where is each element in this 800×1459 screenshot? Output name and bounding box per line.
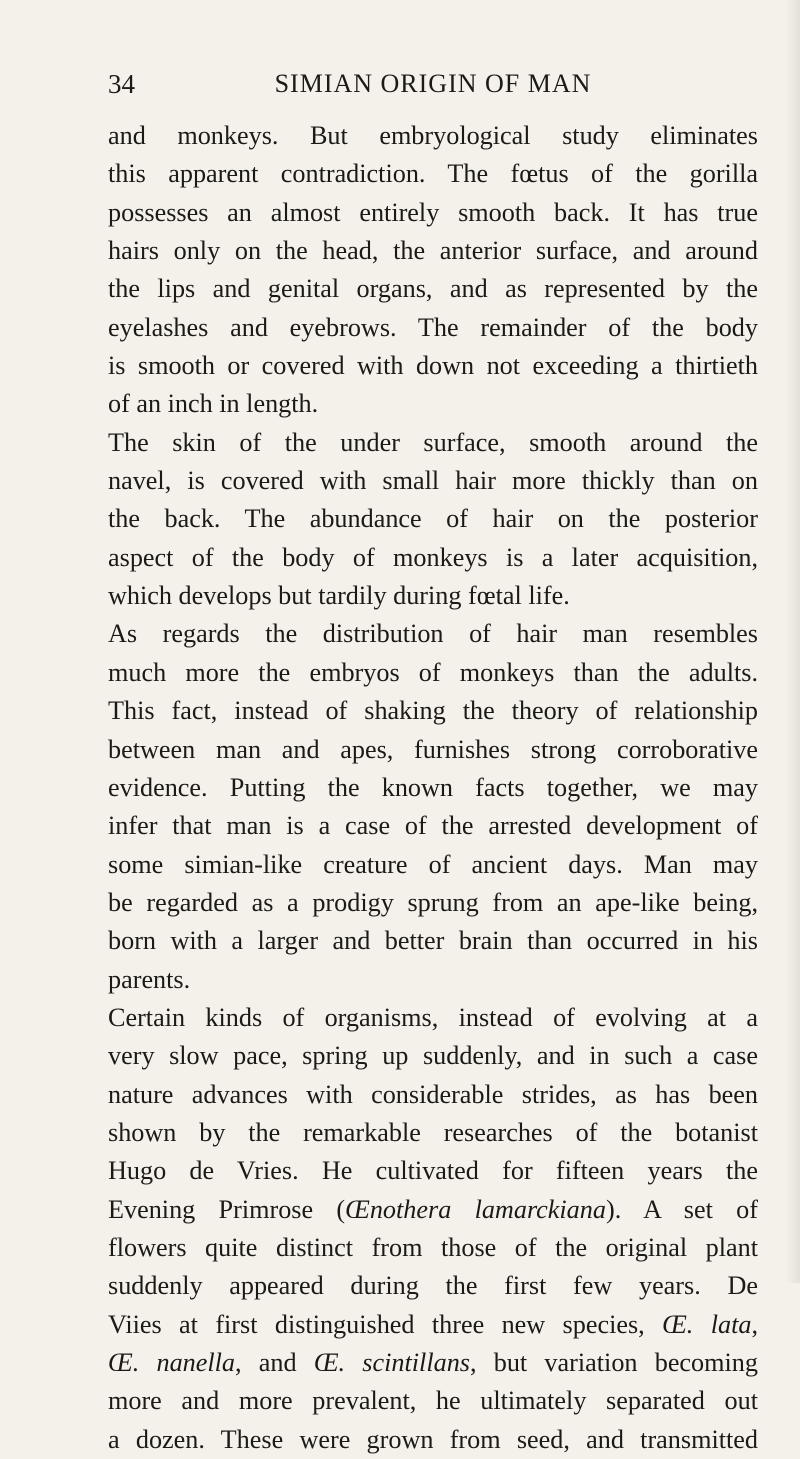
text-line: which develops but tardily during fœtal life. xyxy=(108,581,570,611)
text-line: a dozen. These were grown from seed, and transmitted xyxy=(108,1424,758,1454)
italic-taxon: Œnothera lamarckiana xyxy=(345,1194,606,1224)
text-line: be regarded as a prodigy sprung from an ape-like being, xyxy=(108,887,758,917)
italic-taxon: Œ. nanella xyxy=(108,1348,236,1377)
text-line: born with a larger and better brain than occurred in his xyxy=(108,926,758,956)
body-text xyxy=(108,117,758,1459)
text-line: some simian-like creature of ancient days. Man may xyxy=(108,849,758,879)
text-line: evidence. Putting the known facts together, we may xyxy=(108,772,758,802)
text-line: suddenly appeared during the first few years. De xyxy=(108,1271,758,1301)
text-line: aspect of the body of monkeys is a later acquisition, xyxy=(108,542,758,572)
text-line: navel, is covered with small hair more thickly than on xyxy=(108,466,758,496)
text-line: this apparent contradiction. The fœtus of the gorilla xyxy=(108,159,758,189)
text-line: Œ. nanella, and Œ. scintillans, but variation becoming xyxy=(108,1348,758,1377)
text-line: Evening Primrose (Œnothera lamarckiana). A set of xyxy=(108,1194,758,1224)
text-line: is smooth or covered with down not exceeding a thirtieth xyxy=(108,351,758,381)
text-line: Viies at first distinguished three new species, Œ. lata, xyxy=(108,1309,758,1339)
text-line: possesses an almost entirely smooth back. It has true xyxy=(108,197,758,227)
text-line: the back. The abundance of hair on the posterior xyxy=(108,504,758,534)
text-line: more and more prevalent, he ultimately separated out xyxy=(108,1386,758,1416)
text-line: Certain kinds of organisms, instead of evolving at a xyxy=(108,1002,758,1032)
text-line: As regards the distribution of hair man resembles xyxy=(108,619,758,649)
text-line: eyelashes and eyebrows. The remainder of the body xyxy=(108,312,758,342)
page-edge-shadow xyxy=(786,0,800,1283)
italic-taxon: Œ. lata xyxy=(662,1309,752,1339)
text-line: nature advances with considerable strides, as has been xyxy=(108,1079,758,1109)
text-line: much more the embryos of monkeys than the adults. xyxy=(108,657,758,687)
text-line: The skin of the under surface, smooth around the xyxy=(108,427,758,457)
text-line: shown by the remarkable researches of the botanist xyxy=(108,1117,758,1147)
text-line: Hugo de Vries. He cultivated for fifteen years the xyxy=(108,1156,758,1186)
text-line: parents. xyxy=(108,964,191,994)
text-line: very slow pace, spring up suddenly, and in such a case xyxy=(108,1041,758,1071)
page-number: 34 xyxy=(108,69,135,99)
text-line: This fact, instead of shaking the theory of relationship xyxy=(108,696,758,726)
page-header xyxy=(108,64,758,104)
text-line: the lips and genital organs, and as represented by the xyxy=(108,274,758,304)
running-head: SIMIAN ORIGIN OF MAN xyxy=(274,69,592,98)
text-line: and monkeys. But embryological study eliminates xyxy=(108,121,758,150)
text-line: infer that man is a case of the arrested development of xyxy=(108,811,758,841)
text-line: between man and apes, furnishes strong corroborative xyxy=(108,734,758,764)
text-line: flowers quite distinct from those of the original plant xyxy=(108,1232,758,1262)
text-line: hairs only on the head, the anterior surface, and around xyxy=(108,236,758,266)
text-line: of an inch in length. xyxy=(108,389,319,419)
italic-taxon: Œ. scintillans xyxy=(313,1348,470,1377)
